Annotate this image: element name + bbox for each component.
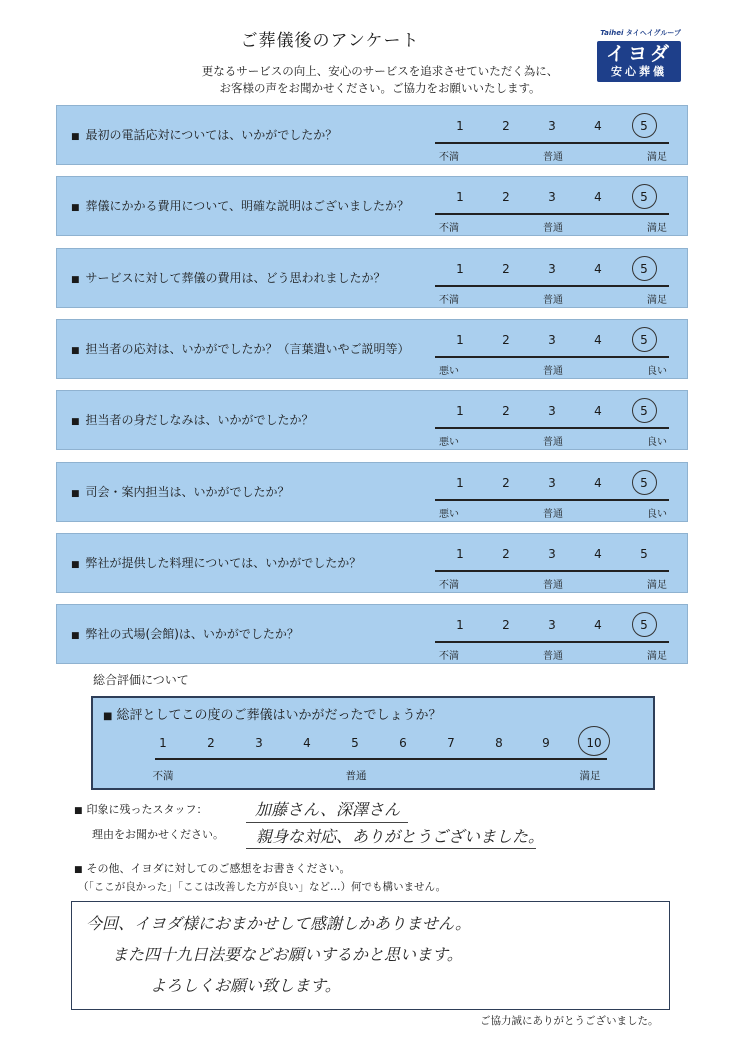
scale-line xyxy=(435,499,669,501)
comments-hint: （「ここが良かった」「ここは改善した方が良い」など…）何でも構いません。 xyxy=(78,881,447,893)
overall-label-low: 不満 xyxy=(152,770,174,782)
scale-option[interactable]: 2 xyxy=(502,546,510,561)
label-low: 不満 xyxy=(439,579,459,591)
question-row xyxy=(56,533,688,593)
scale-option[interactable]: 4 xyxy=(594,332,602,347)
question-row xyxy=(56,105,688,165)
label-low: 不満 xyxy=(439,651,459,663)
label-high: 満足 xyxy=(647,579,667,591)
question-row xyxy=(56,390,688,450)
scale-option[interactable]: 5 xyxy=(640,618,648,633)
question-text xyxy=(71,106,337,164)
reason-label: 理由をお聞かせください。 xyxy=(92,828,224,841)
label-mid: 普通 xyxy=(543,651,563,663)
overall-scale-option[interactable]: 4 xyxy=(303,736,311,750)
intro-line-2: お客様の声をお聞かせください。ご協力をお願いいたします。 xyxy=(219,81,541,95)
scale-option[interactable]: 1 xyxy=(456,618,464,633)
scale-line xyxy=(435,356,669,358)
label-mid: 普通 xyxy=(543,294,563,306)
square-bullet-icon: ■ xyxy=(74,865,83,875)
scale-option[interactable]: 1 xyxy=(456,475,464,490)
scale-option[interactable]: 4 xyxy=(594,404,602,419)
overall-question-text: 総評としてこの度のご葬儀はいかがだったでしょうか？ xyxy=(116,708,442,723)
scale-line xyxy=(435,142,669,144)
overall-rating-box xyxy=(91,696,655,790)
brand-sub: 安心葬儀 xyxy=(611,65,667,78)
reason-underline xyxy=(246,848,536,849)
scale-option[interactable]: 4 xyxy=(594,618,602,633)
scale-line xyxy=(435,641,669,643)
scale-option[interactable]: 1 xyxy=(456,119,464,133)
question-label: サービスに対して葬儀の費用は、どう思われましたか？ xyxy=(85,270,386,285)
closing-thanks: ご協力誠にありがとうございました。 xyxy=(480,1015,659,1027)
question-text xyxy=(71,177,409,235)
scale-option[interactable]: 1 xyxy=(456,190,464,205)
label-mid: 普通 xyxy=(543,365,563,377)
scale-option[interactable]: 3 xyxy=(548,475,556,490)
overall-heading: 総合評価について xyxy=(93,673,189,687)
square-bullet-icon: ■ xyxy=(71,132,80,142)
overall-scale-option[interactable]: 3 xyxy=(255,736,263,750)
question-row xyxy=(56,604,688,664)
staff-answer: 加藤さん、深澤さん xyxy=(255,800,400,819)
label-high: 良い xyxy=(647,508,667,520)
staff-label-text: 印象に残ったスタッフ： xyxy=(86,803,208,816)
square-bullet-icon: ■ xyxy=(71,488,80,499)
comments-box xyxy=(71,901,670,1010)
square-bullet-icon: ■ xyxy=(71,345,80,356)
scale-option[interactable]: 2 xyxy=(502,190,510,205)
scale-option[interactable]: 3 xyxy=(548,618,556,633)
group-suffix: タイヘイグループ xyxy=(625,29,681,37)
label-high: 満足 xyxy=(647,152,667,163)
selected-mark xyxy=(632,612,657,637)
group-prefix: Taihei xyxy=(600,29,624,37)
comments-label-text: その他、イヨダに対してのご感想をお書きください。 xyxy=(86,862,351,875)
comment-line-1: 今回、イヨダ様におまかせして感謝しかありません。 xyxy=(86,914,471,933)
scale-option[interactable]: 1 xyxy=(456,404,464,419)
scale-option[interactable]: 1 xyxy=(456,546,464,561)
label-mid: 普通 xyxy=(543,152,563,163)
scale-option[interactable]: 2 xyxy=(502,475,510,490)
label-high: 満足 xyxy=(647,651,667,663)
overall-label-mid: 普通 xyxy=(345,770,367,782)
square-bullet-icon: ■ xyxy=(74,806,83,816)
brand-name: イヨダ xyxy=(605,43,672,65)
label-mid: 普通 xyxy=(543,508,563,520)
overall-selected-mark xyxy=(578,726,610,756)
brand-box xyxy=(597,41,681,82)
scale-line xyxy=(435,285,669,287)
question-label: 担当者の身だしなみは、いかがでしたか？ xyxy=(85,413,314,428)
overall-scale-option[interactable]: 6 xyxy=(399,736,407,750)
scale-option[interactable]: 4 xyxy=(594,190,602,205)
question-row xyxy=(56,319,688,379)
question-text xyxy=(71,605,299,663)
overall-scale-option[interactable]: 5 xyxy=(351,736,359,750)
scale-option[interactable]: 5 xyxy=(640,261,648,276)
scale-option[interactable]: 3 xyxy=(548,546,556,561)
question-text xyxy=(71,534,361,592)
scale-line xyxy=(435,427,669,429)
overall-scale-option[interactable]: 1 xyxy=(159,736,167,750)
scale-line xyxy=(435,570,669,572)
question-label: 担当者の応対は、いかがでしたか？（言葉遣いやご説明等） xyxy=(85,341,410,356)
overall-scale-line xyxy=(155,758,607,760)
label-low: 悪い xyxy=(439,508,459,520)
scale-option[interactable]: 3 xyxy=(548,119,556,133)
staff-label xyxy=(74,801,208,817)
scale-option[interactable]: 2 xyxy=(502,404,510,419)
scale-option[interactable]: 4 xyxy=(594,546,602,561)
staff-underline xyxy=(246,822,408,823)
label-high: 満足 xyxy=(647,223,667,235)
comment-line-2: また四十九日法要などお願いするかと思います。 xyxy=(112,945,463,964)
overall-label-high: 満足 xyxy=(579,770,601,782)
question-label: 弊社が提供した料理については、いかがでしたか？ xyxy=(85,555,362,570)
selected-mark xyxy=(632,184,657,209)
question-label: 最初の電話応対については、いかがでしたか？ xyxy=(85,128,338,142)
scale-option[interactable]: 4 xyxy=(594,119,602,133)
scale-option[interactable]: 3 xyxy=(548,332,556,347)
overall-scale-option[interactable]: 7 xyxy=(447,736,455,750)
square-bullet-icon: ■ xyxy=(71,274,80,285)
label-high: 満足 xyxy=(647,294,667,306)
scale-option[interactable]: 5 xyxy=(640,119,648,133)
scale-option[interactable]: 2 xyxy=(502,332,510,347)
square-bullet-icon: ■ xyxy=(71,631,80,642)
square-bullet-icon: ■ xyxy=(71,203,80,214)
scale-option[interactable]: 5 xyxy=(640,404,648,419)
group-name xyxy=(597,28,681,38)
scale-option[interactable]: 3 xyxy=(548,261,556,276)
scale-option[interactable]: 5 xyxy=(640,546,648,561)
scale-option[interactable]: 5 xyxy=(640,190,648,205)
question-text xyxy=(71,249,386,307)
question-label: 司会・案内担当は、いかがでしたか？ xyxy=(85,484,290,499)
square-bullet-icon: ■ xyxy=(71,559,80,570)
scale-option[interactable]: 2 xyxy=(502,618,510,633)
label-mid: 普通 xyxy=(543,223,563,235)
scale-line xyxy=(435,213,669,215)
question-text xyxy=(71,391,314,449)
page-title: ご葬儀後のアンケート xyxy=(240,31,420,51)
reason-answer: 親身な対応、ありがとうございました。 xyxy=(256,827,545,846)
square-bullet-icon: ■ xyxy=(103,711,113,722)
overall-scale-option[interactable]: 8 xyxy=(495,736,503,750)
scale-option[interactable]: 5 xyxy=(640,475,648,490)
question-label: 葬儀にかかる費用について、明確な説明はございましたか？ xyxy=(85,199,410,214)
scale-option[interactable]: 2 xyxy=(502,261,510,276)
overall-question xyxy=(103,704,441,723)
scale-option[interactable]: 3 xyxy=(548,190,556,205)
comment-line-3: よろしくお願い致します。 xyxy=(150,976,341,995)
brand-logo xyxy=(597,28,681,82)
scale-option[interactable]: 1 xyxy=(456,261,464,276)
selected-mark xyxy=(632,470,657,495)
scale-option[interactable]: 2 xyxy=(502,119,510,133)
selected-mark xyxy=(632,327,657,352)
overall-scale-option[interactable]: 10 xyxy=(586,736,602,750)
selected-mark xyxy=(632,256,657,281)
label-low: 悪い xyxy=(439,437,459,449)
selected-mark xyxy=(632,398,657,423)
question-text xyxy=(71,463,290,521)
label-high: 良い xyxy=(647,365,667,377)
question-label: 弊社の式場(会館)は、いかがでしたか？ xyxy=(85,627,299,642)
question-row xyxy=(56,462,688,522)
label-low: 不満 xyxy=(439,223,459,235)
overall-scale-option[interactable]: 9 xyxy=(542,736,550,750)
scale-option[interactable]: 5 xyxy=(640,332,648,347)
label-low: 不満 xyxy=(439,152,459,163)
scale-option[interactable]: 3 xyxy=(548,404,556,419)
label-low: 不満 xyxy=(439,294,459,306)
scale-option[interactable]: 1 xyxy=(456,332,464,347)
label-mid: 普通 xyxy=(543,437,563,449)
square-bullet-icon: ■ xyxy=(71,417,80,428)
selected-mark xyxy=(632,113,657,138)
question-text xyxy=(71,320,410,378)
question-row xyxy=(56,176,688,236)
overall-scale-option[interactable]: 2 xyxy=(207,736,215,750)
label-mid: 普通 xyxy=(543,579,563,591)
comments-label xyxy=(74,860,351,876)
label-low: 悪い xyxy=(439,365,459,377)
scale-option[interactable]: 4 xyxy=(594,261,602,276)
scale-option[interactable]: 4 xyxy=(594,475,602,490)
question-row xyxy=(56,248,688,308)
label-high: 良い xyxy=(647,437,667,449)
intro-line-1: 更なるサービスの向上、安心のサービスを追求させていただく為に、 xyxy=(201,64,559,78)
